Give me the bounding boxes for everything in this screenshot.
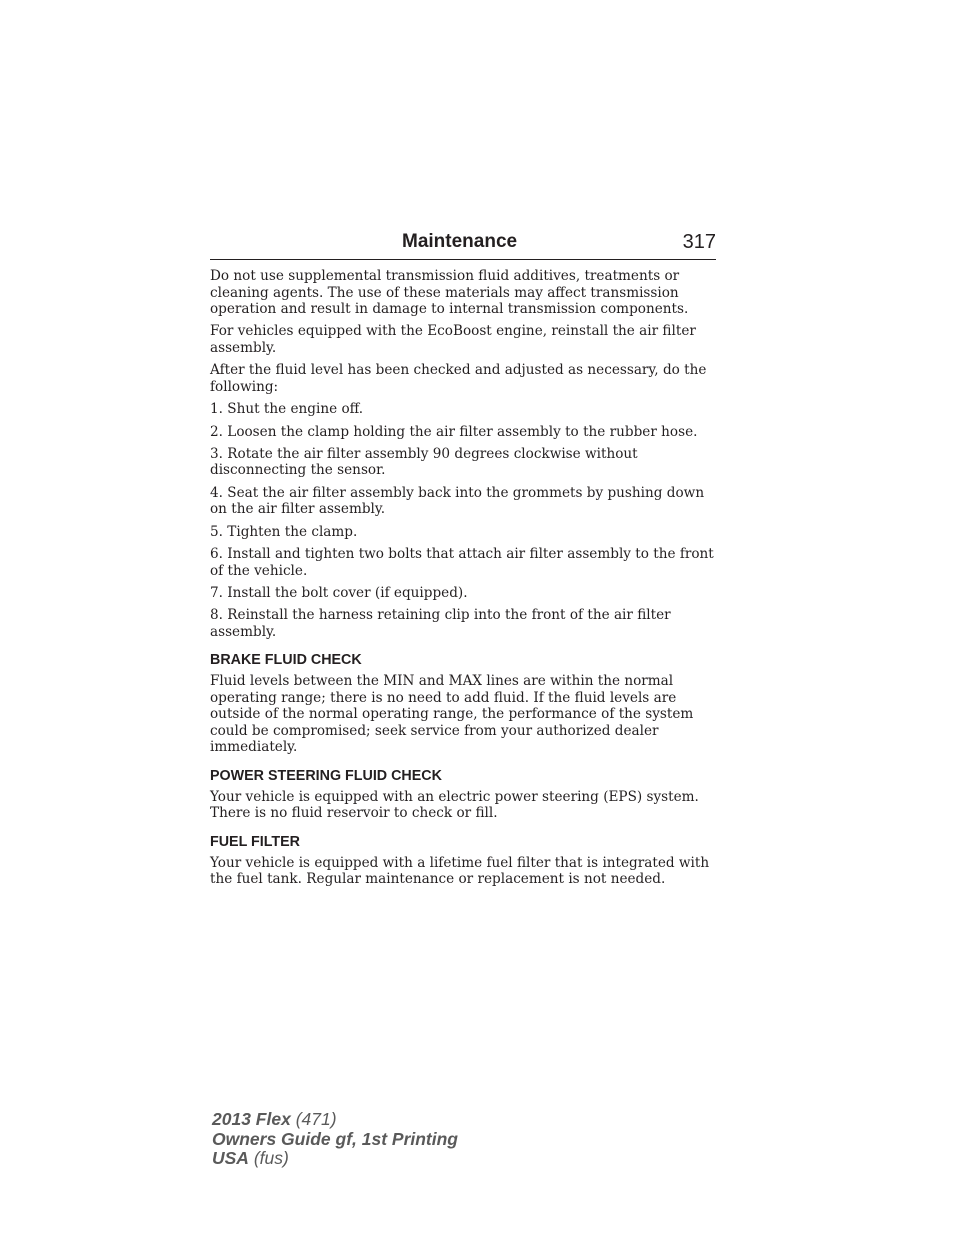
step-item: 2. Loosen the clamp holding the air filter assembly to the rubber hose. (210, 423, 698, 440)
footer-line-region (212, 1149, 458, 1169)
power-steering-body: Your vehicle is equipped with an electric power steering (EPS) system. There is no fluid reservoir to check or fill. (210, 788, 699, 822)
footer-guide: Owners Guide gf, 1st Printing (212, 1128, 458, 1149)
step-item: 5. Tighten the clamp. (210, 523, 358, 540)
fuel-filter-body: Your vehicle is equipped with a lifetime fuel filter that is integrated with the fuel tank. Regular maintenance or replacement is not needed. (210, 854, 710, 888)
brake-fluid-heading: BRAKE FLUID CHECK (210, 652, 362, 669)
step-item: 4. Seat the air filter assembly back into the grommets by pushing down on the air filter assembly. (210, 484, 705, 518)
footer-model-code: (471) (295, 1109, 337, 1129)
brake-fluid-body: Fluid levels between the MIN and MAX lines are within the normal operating range; there is no need to add fluid. If the fluid levels are outside of the normal operating range, the performance of the system could be compromised; seek service from your authorized dealer immediately. (210, 673, 694, 756)
print-footer (212, 1110, 458, 1169)
page-content (210, 268, 718, 894)
intro-paragraph: For vehicles equipped with the EcoBoost engine, reinstall the air filter assembly. (210, 323, 696, 356)
page-header (210, 228, 716, 260)
step-item: 6. Install and tighten two bolts that attach air filter assembly to the front of the vehicle. (210, 546, 714, 579)
step-item: 7. Install the bolt cover (if equipped). (210, 585, 468, 602)
step-item: 3. Rotate the air filter assembly 90 degrees clockwise without disconnecting the sensor. (210, 445, 638, 479)
page-number: 317 (682, 231, 716, 253)
intro-paragraph: Do not use supplemental transmission fluid additives, treatments or cleaning agents. The use of these materials may affect transmission operation and result in damage to internal transmission components. (210, 268, 689, 317)
footer-line-guide (212, 1130, 458, 1150)
footer-region-code: (fus) (253, 1148, 289, 1168)
step-item: 8. Reinstall the harness retaining clip into the front of the air filter assembly. (210, 607, 671, 640)
footer-region: USA (212, 1148, 249, 1168)
step-item: 1. Shut the engine off. (210, 401, 364, 418)
footer-model: 2013 Flex (212, 1109, 291, 1129)
intro-paragraph: After the fluid level has been checked and adjusted as necessary, do the following: (210, 362, 707, 395)
footer-line-model (212, 1110, 458, 1130)
section-title: Maintenance (402, 231, 518, 252)
power-steering-heading: POWER STEERING FLUID CHECK (210, 767, 442, 784)
fuel-filter-heading: FUEL FILTER (210, 833, 301, 850)
